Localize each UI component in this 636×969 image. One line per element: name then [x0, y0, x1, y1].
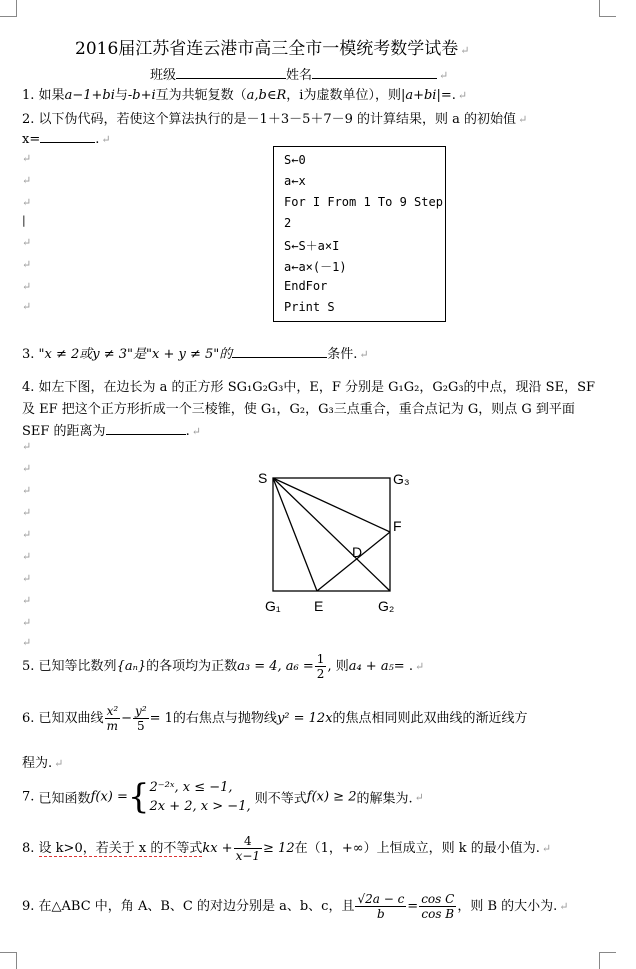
code-line: S←0 — [284, 153, 306, 167]
code-line: S←S＋a×I — [284, 239, 340, 253]
question-7: 7. 已知函数f(x) ={ 2⁻²ˣ, x ≤ −1, 2x + 2, x > −1, 则不等式f(x) ≥ 2的解集为. ↵ — [22, 777, 424, 817]
crop-mark-bottom-right — [599, 952, 616, 969]
piecewise-cases: 2⁻²ˣ, x ≤ −1, 2x + 2, x > −1, — [149, 780, 251, 814]
crop-mark-bottom-left — [0, 952, 17, 969]
label-F: F — [393, 518, 402, 534]
square-outline — [273, 478, 390, 591]
question-2: 2. 以下伪代码，若使这个算法执行的是－1＋3－5＋7－9 的计算结果，则 a 的初始值 ↵ — [22, 112, 528, 127]
fraction: $\frac{4}{x-1}$ — [235, 834, 261, 863]
question-5: 5. 已知等比数列{aₙ}的各项均为正数a₃ = 4, a₆ = $\frac{1}{2}$ , 则a₄ + a₅= . ↵ — [22, 652, 425, 681]
segment-SF — [273, 478, 390, 532]
question-8: 8. 设 k>0，若关于 x 的不等式kx + $\frac{4}{x-1}$ ≥ 12在（1，+∞）上恒成立，则 k 的最小值为. ↵ — [22, 834, 552, 863]
piecewise-brace: { — [127, 777, 150, 817]
question-3: 3. "x ≠ 2或y ≠ 3"是"x + y ≠ 5"的 条件. ↵ — [22, 347, 369, 362]
fraction: $\frac{\text{cos C}}{\text{cos B}}$ — [421, 892, 455, 921]
label-G1: G₁ — [265, 598, 281, 614]
name-label: 姓名 — [286, 68, 313, 83]
segment-EF — [317, 532, 390, 591]
code-line: Print S — [284, 300, 335, 314]
document-title: 2016届江苏省连云港市高三全市一模统考数学试卷 ↵ — [75, 39, 470, 59]
text-cursor: | — [22, 214, 26, 227]
code-line: a←a×(－1) — [284, 260, 347, 274]
label-G2: G₂ — [378, 598, 395, 614]
label-E: E — [314, 598, 324, 614]
question-4: 4. 如左下图，在边长为 a 的正方形 SG₁G₂G₃中，E，F 分别是 G₁G₂，G₂G₃的中点，现沿 SE，SF — [22, 380, 596, 395]
code-line: EndFor — [284, 279, 328, 293]
name-field[interactable] — [312, 66, 437, 79]
question-9: 9. 在△ABC 中，角 A、B、C 的对边分别是 a、b、c，且 $\frac{√2a - c}{b}$ = $\frac{\text{cos C}}{\text{cos B}}$ ，则 B 的大小为. ↵ — [22, 892, 569, 921]
question-1: 1. 如果a−1+bi与-b+i互为共轭复数（a,b∈R，i为虚数单位），则|a+bi|=. ↵ — [22, 88, 468, 103]
label-S: S — [258, 470, 268, 486]
q3-answer-blank[interactable] — [232, 345, 327, 358]
crop-mark-top-right — [599, 0, 616, 17]
question-6-line-2: 程为. ↵ — [22, 756, 64, 771]
crop-mark-top-left — [0, 0, 17, 17]
question-6: 6. 已知双曲线 $\frac{\text{x²}}{m}$ − $\frac{\text{y²}}{5}$ = 1的右焦点与抛物线y² = 12x的焦点相同则此双曲线的渐近线方 — [22, 704, 528, 733]
fraction: $\frac{√2a - c}{b}$ — [357, 892, 405, 921]
label-G3: G₃ — [393, 471, 410, 487]
pseudocode-box — [273, 146, 446, 322]
label-D: D — [352, 544, 363, 560]
code-line: a←x — [284, 174, 306, 188]
segment-SE — [273, 478, 317, 591]
q2-answer-blank[interactable] — [40, 130, 95, 143]
header-fields: 班级 姓名 ↵ — [150, 68, 449, 83]
code-line: 2 — [284, 216, 292, 230]
q4-answer-blank[interactable] — [106, 422, 186, 435]
segment-SG2 — [273, 478, 390, 591]
class-field[interactable] — [176, 66, 286, 79]
question-2-answer: x= . ↵ — [22, 132, 111, 147]
class-label: 班级 — [150, 68, 177, 83]
code-line: For I From 1 To 9 Step — [284, 195, 443, 209]
fraction: $\frac{\text{x²}}{m}$ — [106, 704, 119, 733]
question-4-line-3: SEF 的距离为 . ↵ — [22, 424, 201, 439]
fraction: $\frac{1}{2}$ — [316, 652, 325, 681]
fraction: $\frac{\text{y²}}{5}$ — [135, 704, 147, 733]
question-4-line-2: 及 EF 把这个正方形折成一个三棱锥，使 G₁，G₂，G₃三点重合，重合点记为 G，则点 G 到平面 — [22, 402, 575, 417]
